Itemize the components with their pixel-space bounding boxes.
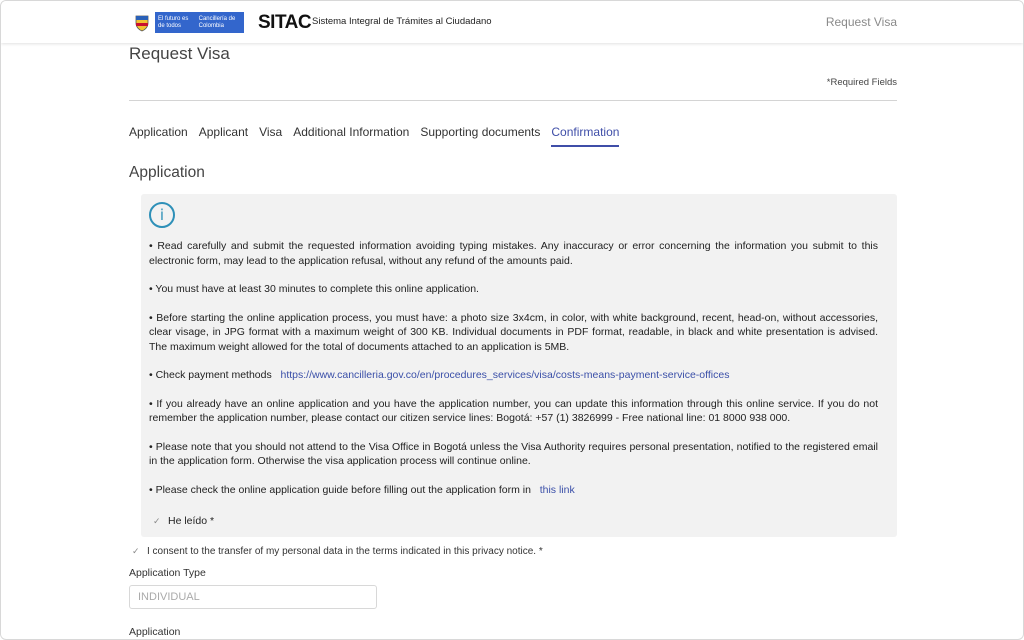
info-icon: i xyxy=(149,202,175,228)
gov-logo-banner xyxy=(155,12,244,33)
tab-supporting-documents[interactable]: Supporting documents xyxy=(420,125,541,139)
info-box xyxy=(141,194,897,537)
tab-applicant[interactable]: Applicant xyxy=(198,125,249,139)
payment-methods-link[interactable]: https://www.cancilleria.gov.co/en/procedures_services/visa/costs-means-payment-service-offices xyxy=(280,369,730,381)
tab-additional-information[interactable]: Additional Information xyxy=(293,125,410,139)
info-paragraph: • Before starting the online application process, you must have: a photo size 3x4cm, in color, with white background, recent, head-on, without accessories, clear visage, in JPG format with a maximum weight of 300 KB. Individual documents in PDF format, readable, in black and white presentation is advised. The maximum weight allowed for the total of documents attached to an application is 5MB. xyxy=(149,311,878,353)
read-checkbox-row[interactable] xyxy=(153,515,214,527)
tab-confirmation[interactable]: Confirmation xyxy=(551,125,619,147)
info-paragraph: • Please note that you should not attend to the Visa Office in Bogotá unless the Visa Authority requires personal presentation, notified to the registered email in the application form. Otherwise the visa application process will continue online. xyxy=(149,440,878,467)
consent-label: I consent to the transfer of my personal data in the terms indicated in this privacy notice. * xyxy=(147,546,543,557)
request-visa-nav-link[interactable]: Request Visa xyxy=(825,15,897,29)
application-label: Application xyxy=(129,626,181,638)
check-icon[interactable]: ✓ xyxy=(153,515,161,526)
read-checkbox-label: He leído * xyxy=(168,515,215,527)
tab-application[interactable]: Application xyxy=(129,125,188,139)
gov-logo-subtext: Cancillería de Colombia xyxy=(198,15,236,29)
guide-text: • Please check the online application guide before filling out the application form in xyxy=(149,483,531,496)
info-text xyxy=(149,239,878,511)
page-title: Request Visa xyxy=(129,44,230,63)
info-paragraph: • If you already have an online application and you have the application number, you can update this information through this online service. If you do not remember the application number, please contact our citizen service lines: Bogotá: +57 (1) 3826999 - Free national line: 01 8000 938 000. xyxy=(149,397,878,424)
top-navbar xyxy=(1,1,1023,43)
section-title: Application xyxy=(129,164,205,181)
application-type-input[interactable]: INDIVIDUAL xyxy=(129,585,377,609)
colombia-shield-icon xyxy=(129,12,155,33)
divider xyxy=(129,100,897,101)
step-tabs xyxy=(129,125,630,147)
app-subtitle: Sistema Integral de Trámites al Ciudadano xyxy=(312,16,492,27)
guide-link[interactable]: this link xyxy=(539,483,575,496)
info-paragraph: • Read carefully and submit the requested information avoiding typing mistakes. Any inaccuracy or error concerning the information you submit to this electronic form, may lead to the application refusal, without any refund of the amounts paid. xyxy=(149,240,878,267)
gov-logo-text: El futuro es de todos xyxy=(158,15,189,29)
required-fields-note: *Required Fields xyxy=(826,77,897,88)
consent-checkbox-row[interactable] xyxy=(132,546,543,557)
tab-visa[interactable]: Visa xyxy=(259,125,283,139)
application-type-label: Application Type xyxy=(129,567,206,579)
app-logo[interactable]: SITAC xyxy=(258,12,312,33)
gov-logo[interactable] xyxy=(129,12,244,33)
payment-methods-text: • Check payment methods xyxy=(149,369,272,381)
info-paragraph-payment xyxy=(149,368,878,383)
info-paragraph: • You must have at least 30 minutes to complete this online application. xyxy=(149,283,479,295)
info-paragraph-guide xyxy=(149,483,878,498)
check-icon[interactable]: ✓ xyxy=(132,546,140,556)
